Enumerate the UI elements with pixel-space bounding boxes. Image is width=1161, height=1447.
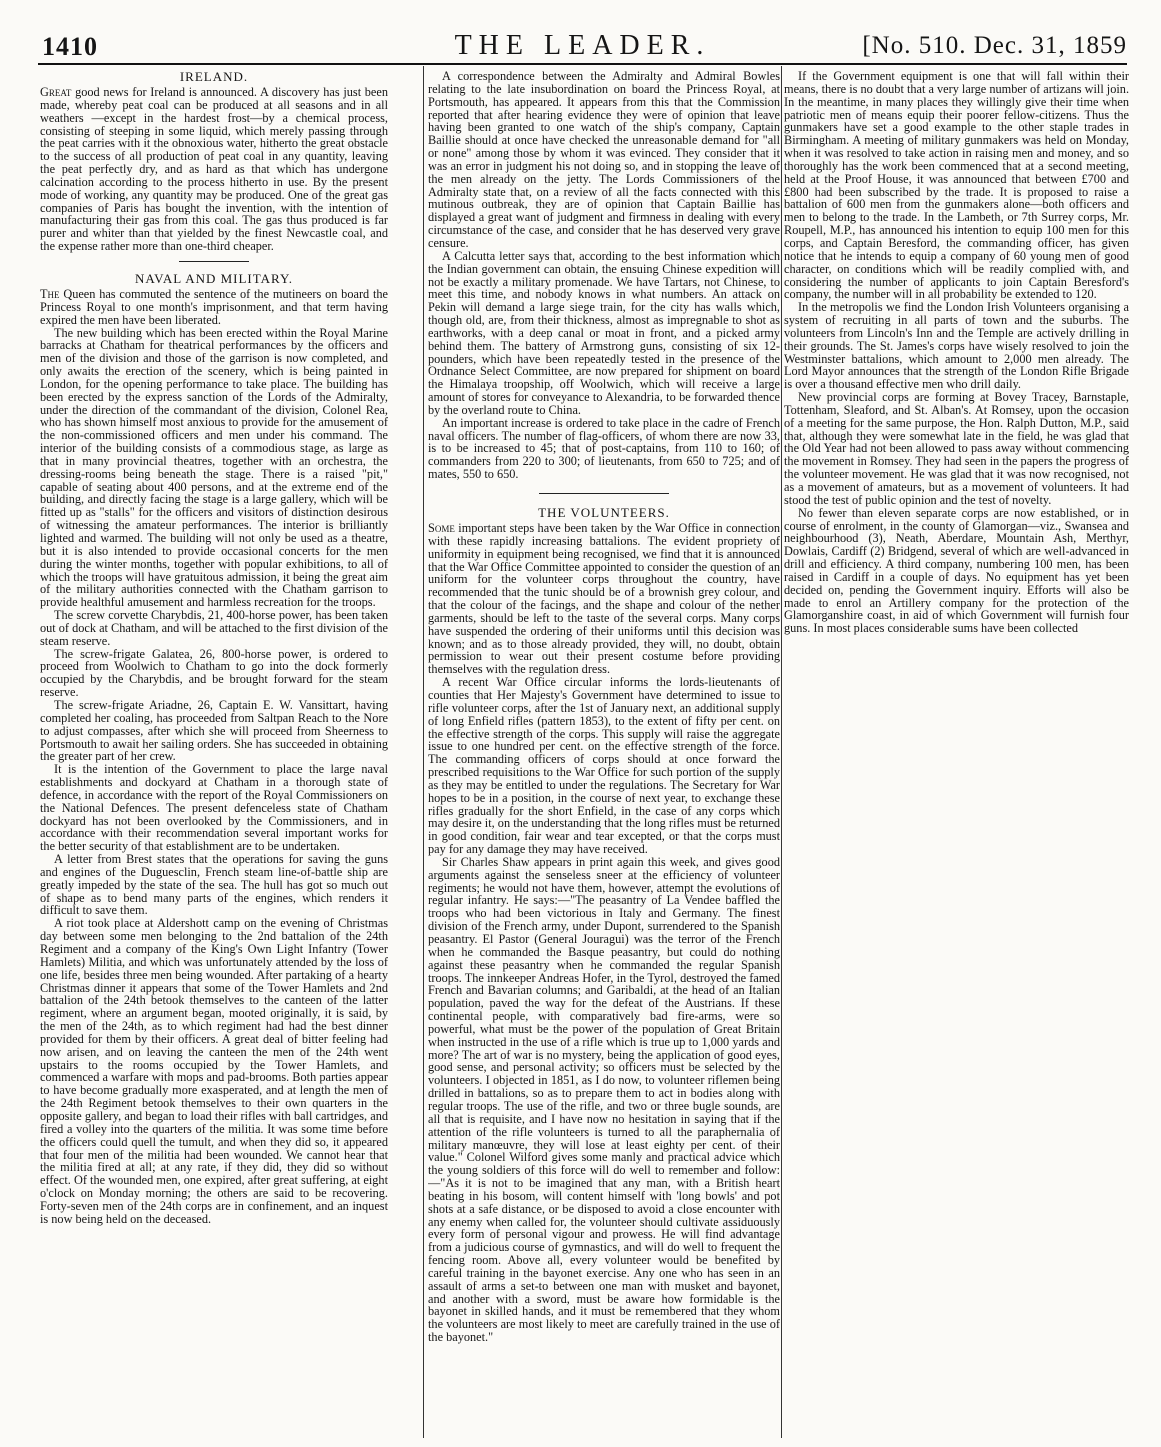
page-number: 1410 [42,32,98,61]
article-paragraph: Some important steps have been taken by the War Office in connection with these rapidly increasing battalions. The evident propriety of uniformity in equipment being recognised, we find that it is announced that the War Office Committee appointed to consider the question of an uniform for the volunteer corps throughout the country, have recommended that the tunic should be of a brownish grey colour, and that the colour of the facings, and the shape and colour of the nether garments, should be left to the taste of the several corps. Many corps have suspended the ordering of their uniforms until this decision was known; and as to those already provided, they will, no doubt, obtain permission to wear out their present costume before providing themselves with the regulation dress. [428,521,780,677]
section-divider [539,493,669,494]
lead-word: Some [428,521,455,535]
article-paragraph: A correspondence between the Admiralty and Admiral Bowles relating to the late insubordination on board the Princess Royal, at Portsmouth, has appeared. It appears from this that the Commission reported that after hearing evidence they were of opinion that leave having been granted to one watch of the ship's company, Captain Baillie should at once have checked the unreasonable demand for "all or none" among those by whom it was evinced. They consider that it was an error in judgment his not doing so, and in stopping the leave of the men already on the jetty. The Lords Commissioners of the Admiralty state that, on a review of all the facts connected with this mutinous outbreak, they are of opinion that Captain Baillie has displayed a great want of judgment and firmness in dealing with every circumstance of the case, and consider that he has deserved very grave censure. [428,70,780,250]
column-divider [781,66,782,1438]
article-paragraph: If the Government equipment is one that will fall within their means, there is no doubt that a very large number of artizans will join. In the meantime, in many places they willingly give their time when patriotic men of means equip their poorer fellow-citizens. Thus the gunmakers have set a good example to the other staple trades in Birmingham. A meeting of military gunmakers was held on Monday, when it was resolved to take action in raising men and money, and so thoroughly has the work been commenced that at a second meeting, held at the Proof House, it was announced that between £700 and £800 had been subscribed by the trade. It is proposed to raise a battalion of 600 men from the gunmakers alone—both officers and men to belong to the trade. In the Lambeth, or 7th Surrey corps, Mr. Roupell, M.P., has announced his intention to equip 100 men for this corps, and Captain Beresford, the commanding officer, has given notice that he intends to equip a company of 60 young men of good character, on conditions which will be readily complied with, and considering the number of applicants to join Captain Beresford's company, the number will in all probability be extended to 120. [784,70,1129,302]
article-paragraph: An important increase is ordered to take place in the cadre of French naval officers. The number of flag-officers, of whom there are now 33, is to be increased to 45; that of post-captains, from 110 to 160; of commanders from 220 to 300; of lieutenants, from 650 to 725; and of mates, 550 to 650. [428,415,780,482]
article-paragraph: In the metropolis we find the London Irish Volunteers organising a system of recruiting in all parts of town and the suburbs. The volunteers from Lincoln's Inn and the Temple are actively drilling in their grounds. The St. James's corps have wisely resolved to join the Westminster battalions, which amount to 2,000 men already. The Lord Mayor announces that the strength of the London Rifle Brigade is over a thousand effective men who drill daily. [784,300,1129,392]
article-paragraph: The screw corvette Charybdis, 21, 400-horse power, has been taken out of dock at Chatham, and will be attached to the first division of the steam reserve. [40,608,388,648]
lead-word: Great [40,85,72,99]
article-paragraph: A recent War Office circular informs the lords-lieutenants of counties that Her Majesty's Government have determined to issue to rifle volunteer corps, after the 1st of January next, an additional supply of long Enfield rifles (pattern 1853), to the extent of fifty per cent. on the effective strength of the corps. This supply will raise the aggregate issue to one hundred per cent. on the effective strength of the force. The commanding officers of corps should at once forward the prescribed requisitions to the War Office for such portion of the supply as they may be entitled to under the regulations. The Secretary for War hopes to be in a position, in the course of next year, to exchange these rifles gradually for the short Enfield, in the case of any corps which may desire it, on the understanding that the long rifles must be returned in good condition, fair wear and tear excepted, or that the corps must pay for any damage they may have received. [428,675,780,857]
article-paragraph: The screw-frigate Ariadne, 26, Captain E. W. Vansittart, having completed her coaling, has proceeded from Saltpan Reach to the Nore to adjust compasses, after which she will proceed from Sheerness to Portsmouth to await her sailing orders. She has succeeded in obtaining the greater part of her crew. [40,697,388,764]
column-1 [40,70,388,1440]
article-paragraph: Sir Charles Shaw appears in print again this week, and gives good arguments against the senseless sneer at the efficiency of volunteer regiments; he would not have them, however, attempt the evolutions of regular infantry. He says:—"The peasantry of La Vendee baffled the troops who had been victorious in Italy and Germany. The finest division of the French army, under Dupont, surrendered to the Spanish peasantry. El Pastor (General Jouragui) was the terror of the French when he commanded the Basque peasantry, but could do nothing against these peasantry when he commanded the regular Spanish troops. The innkeeper Andreas Hofer, in the Tyrol, destroyed the famed French and Bavarian columns; and Garibaldi, at the head of an Italian population, paved the way for the defeat of the Austrians. If these continental people, with comparatively bad fire-arms, were so powerful, what must be the power of the population of Great Britain when instructed in the use of a rifle which is true up to 1,000 yards and more? The art of war is no mystery, being the application of good eyes, good sense, and personal activity; so officers must be selected by the volunteers. I objected in 1851, as I do now, to volunteer riflemen being drilled in battalions, so as to prepare them to act in bodies along with regular troops. The use of the rifle, and two or three bugle sounds, are all that is requisite, and I have now no hesitation in saying that if the attention of the rifle volunteers is turned to all the paraphernalia of military manœuvre, they will lose at least eighty per cent. of their value." Colonel Wilford gives some manly and practical advice which the young soldiers of this force will do well to remember and follow:—"As it is not to be imagined that any man, with a British heart beating in his bosom, will content himself with 'long bowls' and pot shots at a safe distance, or be disposed to avoid a close encounter with any enemy when called for, the volunteer should cultivate assiduously every form of personal vigour and prowess. He will find advantage from a judicious course of gymnastics, and will do well to frequent the fencing room. Above all, every volunteer would be benefited by careful training in the bayonet exercise. Any one who has seen in an assault of arms a set-to between one man with musket and bayonet, and another with a sword, must be aware how formidable is the bayonet in skilled hands, and it must be remembered that they whom the volunteers are most likely to meet are carefully trained in the use of the bayonet." [428,854,780,1345]
article-paragraph: A riot took place at Aldershott camp on the evening of Christmas day between some men belonging to the 2nd battalion of the 24th Regiment and a company of the King's Own Light Infantry (Tower Hamlets) Militia, and which was unfortunately attended by the loss of one life, besides three men being wounded. After partaking of a hearty Christmas dinner it appears that some of the Tower Hamlets and 2nd battalion of the 24th betook themselves to the canteen of the latter regiment, where an argument began, mooted originally, it is said, by the men of the 24th, as to which regiment had had the best dinner provided for them by their officers. A great deal of bitter feeling had now arisen, and on leaving the canteen the men of the 24th went upstairs to the rooms occupied by the Tower Hamlets, and commenced a warfare with mops and pad-brooms. Both parties appear to have become gradually more exasperated, and at length the men of the 24th Regiment betook themselves to their own quarters in the opposite gallery, and began to load their rifles with ball cartridges, and fired a volley into the quarters of the militia. It was some time before the officers could quell the tumult, and when they did so, it appeared that four men of the militia had been wounded. We cannot hear that the militia fired at all; at any rate, if they did, they did so without effect. Of the wounded men, one expired, after great suffering, at eight o'clock on Monday morning; the others are said to be recovering. Forty-seven men of the 24th corps are in confinement, and an inquest is now being held on the deceased. [40,916,388,1226]
article-paragraph: A Calcutta letter says that, according to the best information which the Indian government can obtain, the ensuing Chinese expedition will not be exactly a military promenade. We have Tartars, not Chinese, to meet this time, and nobody knows in what numbers. An attack on Pekin will demand a large siege train, for the city has walls which, though old, are, from their thickness, almost as impregnable to shot as earthworks, with a deep canal or moat in front, and a picked army behind them. The battery of Armstrong guns, consisting of six 12-pounders, which have been repeatedly tested in the presence of the Ordnance Select Committee, are now prepared for shipment on board the Himalaya troopship, off Woolwich, which will receive a large amount of stores for conveyance to Alexandria, to be forwarded thence by the overland route to China. [428,248,780,417]
column-2 [428,70,780,1440]
section-heading-volunteers: THE VOLUNTEERS. [538,505,670,520]
section-divider [179,261,249,262]
section-heading-ireland: IRELAND. [179,70,249,84]
publication-title: THE LEADER. [454,30,711,61]
article-paragraph: A letter from Brest states that the operations for saving the guns and engines of the Duguesclin, French steam line-of-battle ship are greatly impeded by the state of the sea. The hull has got so much out of shape as to bend many parts of the engines, which renders it difficult to save them. [40,852,388,918]
article-paragraph: Great good news for Ireland is announced. A discovery has just been made, whereby peat coal can be produced at all seasons and in all weathers —except in the hardest frost—by a chemical process, consisting of steeping in some liquid, which merely passing through the peat carries with it the obnoxious water, hitherto the great obstacle to the success of all production of peat coal in any quantity, leaving the peat perfectly dry, and as hard as that which has undergone calcination according to the process hitherto in use. By the present mode of working, any quantity may be produced. One of the great gas companies of Paris has bought the invention, with the intention of manufacturing their gas from this coal. The gas thus produced is far purer and whiter than that yielded by the finest Newcastle coal, and the expense rather more than one-third cheaper. [40,85,388,254]
article-paragraph: The new building which has been erected within the Royal Marine barracks at Chatham for theatrical performances by the officers and men of the division and those of the garrison is now completed, and only awaits the erection of the scenery, which is being painted in London, for the opening performance to take place. The building has been erected by the express sanction of the Lords of the Admiralty, under the direction of the commandant of the division, Colonel Rea, who has shown himself most anxious to provide for the amusement of the non-commissioned officers and men under his command. The interior of the building consists of a commodious stage, as large as that in many provincial theatres, together with an orchestra, the dressing-rooms being beneath the stage. There is a raised "pit," capable of seating about 400 persons, and at the extreme end of the building, and directly facing the stage is a large gallery, which will be fitted up as "stalls" for the officers and visitors of distinction desirous of witnessing the amateur performances. The interior is brilliantly lighted and warmed. The building will not only be used as a theatre, but it is also intended to provide occasional concerts for the men during the winter months, together with popular exhibitions, to all of which the troops will have gratuitous admission, it being the great aim of the military authorities connected with the Chatham garrison to provide healthful amusement and harmless recreation for the troops. [40,325,388,610]
article-paragraph: No fewer than eleven separate corps are now established, or in course of enrolment, in the county of Glamorgan—viz., Swansea and neighbourhood (3), Neath, Aberdare, Mountain Ash, Merthyr, Dowlais, Cardiff (2) Bridgend, several of which are well-advanced in drill and efficiency. A third company, numbering 100 men, has been raised in Cardiff in a couple of days. No equipment has yet been decided on, pending the Government inquiry. Efforts will also be made to enrol an Artillery company for the protection of the Glamorganshire coast, in aid of which Government will furnish four guns. In most places considerable sums have been collected [784,505,1129,636]
article-paragraph: The Queen has commuted the sentence of the mutineers on board the Princess Royal to one month's imprisonment, and that term having expired the men have been liberated. [40,286,388,327]
column-divider [423,66,424,1438]
column-3 [784,70,1129,1440]
issue-date: [No. 510. Dec. 31, 1859 [862,32,1127,59]
section-heading-naval: NAVAL AND MILITARY. [135,270,293,286]
header-rule [38,63,1127,65]
article-paragraph: The screw-frigate Galatea, 26, 800-horse power, is ordered to proceed from Woolwich to Chatham to go into the dock formerly occupied by the Charybdis, and be brought forward for the steam reserve. [40,646,388,700]
masthead [38,26,1127,66]
article-paragraph: It is the intention of the Government to place the large naval establishments and dockyard at Chatham in a thorough state of defence, in accordance with the report of the Royal Commissioners on the National Defences. The present defenceless state of Chatham dockyard has not been overlooked by the Commissioners, and in accordance with their recommendation several important works for the better security of that establishment are to be undertaken. [40,762,388,854]
lead-word: The [40,286,60,301]
article-paragraph: New provincial corps are forming at Bovey Tracey, Barnstaple, Tottenham, Sleaford, and St. Alban's. At Romsey, upon the occasion of a meeting for the same purpose, the Hon. Ralph Dutton, M.P., said that, although they were somewhat late in the field, he was glad that the Old Year had not been allowed to pass away without commencing the movement in Romsey. They had seen in the papers the progress of the volunteer movement. He was glad that it was now recognised, not as a movement of amateurs, but as a movement of volunteers. It had stood the test of public opinion and the test of novelty. [784,390,1129,507]
